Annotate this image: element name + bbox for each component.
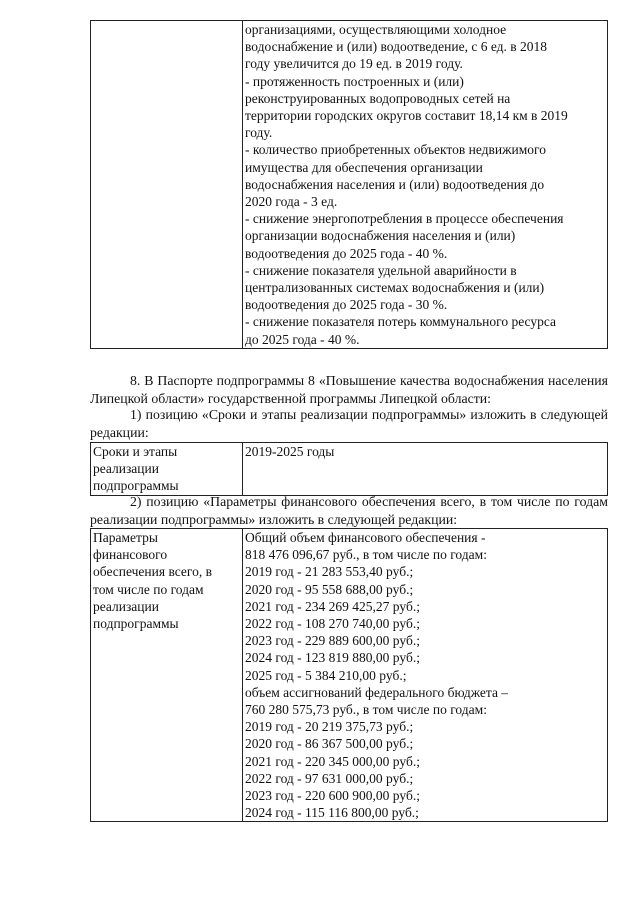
text-line: - количество приобретенных объектов недвижимого xyxy=(245,142,546,158)
text-line: Сроки и этапы xyxy=(93,444,178,459)
text-line: году. xyxy=(245,125,273,141)
text-line: централизованных системах водоснабжения и (или) xyxy=(245,280,545,296)
text-line: - снижение энергопотребления в процессе обеспечения xyxy=(245,211,564,227)
text-line: 2019-2025 годы xyxy=(245,444,335,459)
text-line: объем ассигнований федерального бюджета – xyxy=(245,684,509,700)
text-line: 2022 год - 97 631 000,00 руб.; xyxy=(245,770,414,786)
text-line: 2020 год - 95 558 688,00 руб.; xyxy=(245,581,414,597)
text-line: - снижение показателя потерь коммунального ресурса xyxy=(245,314,557,330)
text-line: 2019 год - 20 219 375,73 руб.; xyxy=(245,719,414,735)
text-line: 2022 год - 108 270 740,00 руб.; xyxy=(245,616,420,632)
text-line: до 2025 года - 40 %. xyxy=(245,331,360,347)
indicators-label-cell xyxy=(91,21,243,349)
text-line: - протяженность построенных и (или) xyxy=(245,73,464,89)
text-line: водоснабжение и (или) водоотведение, с 6 ед. в 2018 xyxy=(245,39,548,55)
text-line: Параметры xyxy=(93,530,158,545)
text-line: реконструированных водопроводных сетей на xyxy=(245,90,511,106)
text-line: 2024 год - 115 116 800,00 руб.; xyxy=(245,805,419,821)
text-line: 2020 года - 3 ед. xyxy=(245,194,338,210)
text-line: - снижение показателя удельной аварийности в xyxy=(245,262,517,278)
text-line: реализации xyxy=(93,598,159,614)
text-line: том числе по годам xyxy=(93,581,204,597)
indicators-value-cell xyxy=(243,21,608,349)
table-row xyxy=(91,529,608,822)
text-line: финансового xyxy=(93,547,168,563)
text-line: 2020 год - 86 367 500,00 руб.; xyxy=(245,736,414,752)
text-line: обеспечения всего, в xyxy=(93,564,212,580)
table-row xyxy=(91,443,608,496)
text-line: 2025 год - 5 384 210,00 руб.; xyxy=(245,667,407,683)
finance-label-cell xyxy=(91,529,243,822)
paragraph-item-1: 1) позицию «Сроки и этапы реализации подпрограммы» изложить в следующей редакции: xyxy=(90,407,608,440)
text-line: водоснабжения населения и (или) водоотведения до xyxy=(245,176,545,192)
terms-label-cell xyxy=(91,443,243,496)
finance-table xyxy=(90,528,608,822)
text-line: территории городских округов составит 18,14 км в 2019 xyxy=(245,108,568,124)
terms-table xyxy=(90,442,608,496)
text-line: 760 280 575,73 руб., в том числе по годам: xyxy=(245,702,487,718)
text-line: реализации xyxy=(93,461,159,477)
text-line: году увеличится до 19 ед. в 2019 году. xyxy=(245,56,463,72)
text-line: организации водоснабжения населения и (или) xyxy=(245,228,516,244)
text-line: водоотведения до 2025 года - 30 %. xyxy=(245,297,448,313)
paragraph-item-2: 2) позицию «Параметры финансового обеспечения всего, в том числе по годам реализации подпрограммы» изложить в следующей редакции: xyxy=(90,494,608,527)
text-line: водоотведения до 2025 года - 40 %. xyxy=(245,245,448,261)
text-line: организациями, осуществляющими холодное xyxy=(245,22,507,37)
finance-value-cell xyxy=(243,529,608,822)
paragraph-8: 8. В Паспорте подпрограммы 8 «Повышение качества водоснабжения населения Липецкой области» государственной программы Липецкой области: xyxy=(90,373,608,406)
text-line: подпрограммы xyxy=(93,478,179,494)
text-line: 2023 год - 229 889 600,00 руб.; xyxy=(245,633,420,649)
text-line: 2023 год - 220 600 900,00 руб.; xyxy=(245,788,420,804)
text-line: имущества для обеспечения организации xyxy=(245,159,483,175)
text-line: Общий объем финансового обеспечения - xyxy=(245,530,486,545)
text-line: подпрограммы xyxy=(93,616,179,632)
text-line: 818 476 096,67 руб., в том числе по годам: xyxy=(245,547,487,563)
text-line: 2021 год - 234 269 425,27 руб.; xyxy=(245,598,420,614)
indicators-table xyxy=(90,20,608,349)
text-line: 2021 год - 220 345 000,00 руб.; xyxy=(245,753,420,769)
text-line: 2019 год - 21 283 553,40 руб.; xyxy=(245,564,414,580)
table-row xyxy=(91,21,608,349)
text-line: 2024 год - 123 819 880,00 руб.; xyxy=(245,650,420,666)
terms-value-cell xyxy=(243,443,608,496)
